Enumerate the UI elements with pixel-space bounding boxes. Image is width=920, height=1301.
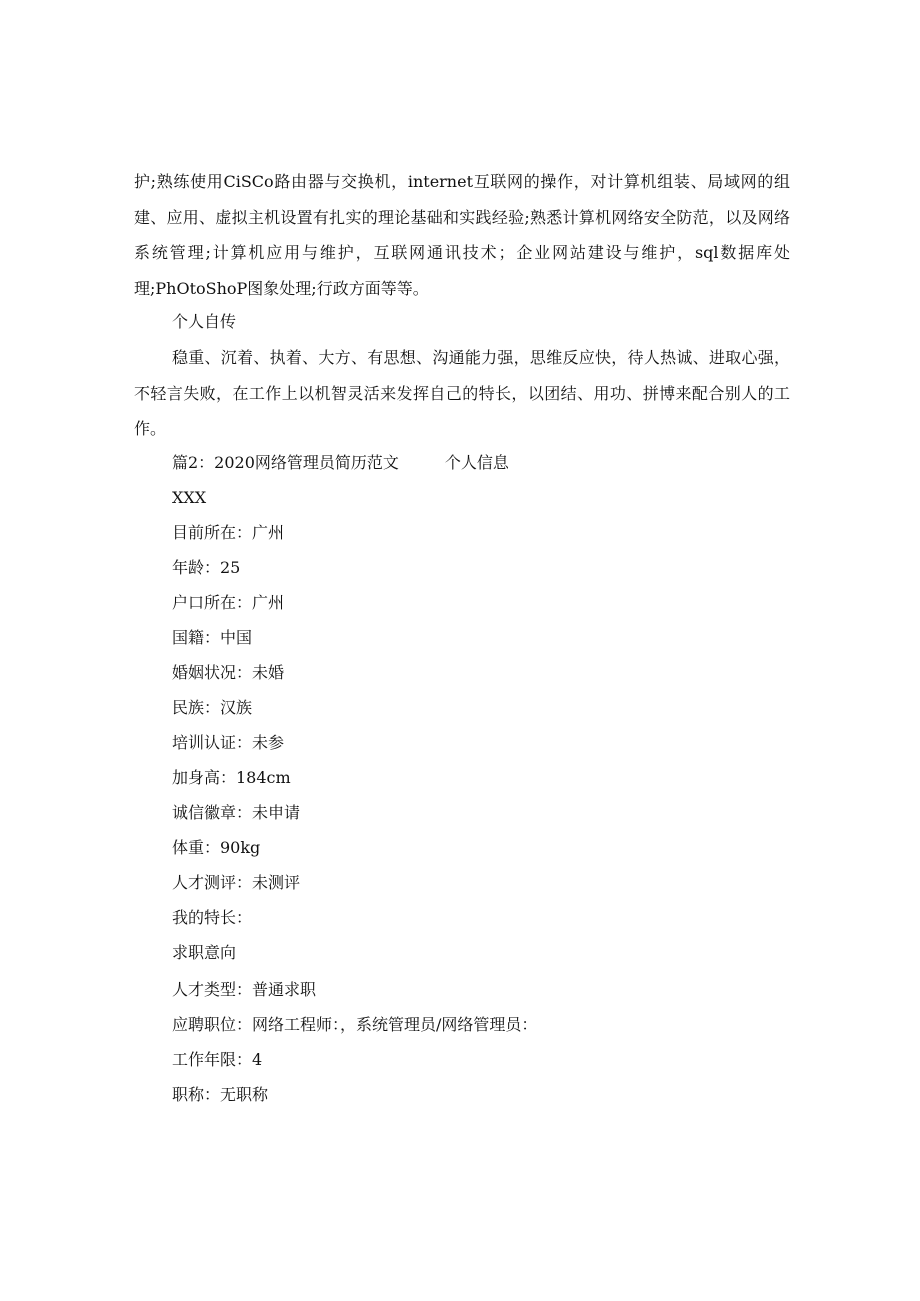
field-talent-assessment: 人才测评：未测评: [172, 873, 301, 892]
field-weight: 体重：90kg: [172, 838, 261, 857]
field-integrity-badge: 诚信徽章：未申请: [172, 803, 301, 822]
field-height: 加身高：184cm: [172, 768, 291, 787]
field-title: 职称：无职称: [172, 1085, 269, 1104]
field-location: 目前所在：广州: [172, 523, 285, 542]
section-heading-line: [172, 452, 509, 474]
field-age: 年龄：25: [172, 558, 241, 577]
field-training-cert: 培训认证：未参: [172, 733, 285, 752]
field-nationality: 国籍：中国: [172, 628, 253, 647]
autobiography-paragraph: 稳重、沉着、执着、大方、有思想、沟通能力强，思维反应快，待人热诚、进取心强，不轻言失败，在工作上以机智灵活来发挥自己的特长，以团结、用功、拼博来配合别人的工作。: [134, 348, 790, 438]
job-intention-heading: 求职意向: [172, 943, 237, 962]
autobiography-heading: 个人自传: [172, 312, 237, 331]
skills-paragraph: 护;熟练使用CiSCo路由器与交换机，internet互联网的操作，对计算机组装、局域网的组建、应用、虚拟主机设置有扎实的理论基础和实践经验;熟悉计算机网络安全防范，以及网络系统管理;计算机应用与维护，互联网通讯技术；企业网站建设与维护，sql数据库处理;PhOtoShoP图象处理;行政方面等等。: [134, 172, 790, 298]
field-position-applied: 应聘职位：网络工程师：，系统管理员/网络管理员：: [172, 1015, 538, 1034]
field-ethnicity: 民族：汉族: [172, 698, 253, 717]
section-subtitle: 个人信息: [444, 453, 509, 472]
section-title: 篇2：2020网络管理员简历范文: [172, 453, 399, 472]
field-specialties: 我的特长：: [172, 908, 253, 927]
field-marital-status: 婚姻状况：未婚: [172, 663, 285, 682]
field-talent-type: 人才类型：普通求职: [172, 980, 317, 999]
field-hukou: 户口所在：广州: [172, 593, 285, 612]
name-field: XXX: [172, 488, 207, 507]
field-work-years: 工作年限：4: [172, 1050, 263, 1069]
